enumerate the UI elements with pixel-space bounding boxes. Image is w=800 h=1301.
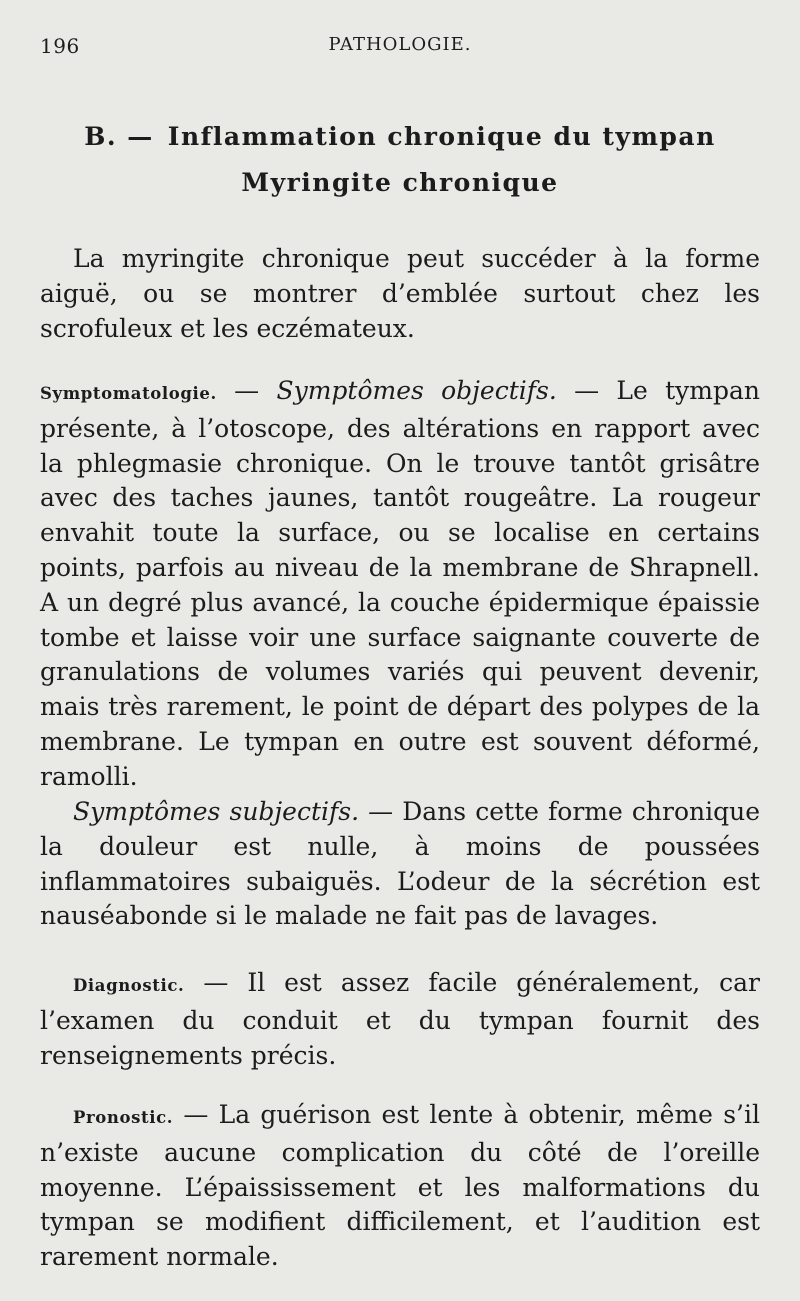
subjective-symptoms-text: — Dans cette forme chronique la douleur est nulle, à moins de poussées inflammatoires subaiguës. L’odeur de la sécrétion est nauséabonde si le malade ne fait pas de lavages. (40, 797, 760, 931)
symptomatology-dash: — (216, 376, 277, 405)
running-head (40, 34, 760, 64)
prognosis-label: Pronostic. (73, 1108, 174, 1127)
section-letter: B. — (84, 122, 154, 151)
prognosis-text: — La guérison est lente à obtenir, même s’il n’existe aucune complication du côté de l’oreille moyenne. L’épaississement et les malformations du tympan se modifient difficilement, et l’audition est rarement normale. (40, 1100, 760, 1272)
symptomatology-label: Symptomatologie. (40, 384, 217, 403)
section-subtitle: Myringite chronique (241, 168, 559, 197)
intro-paragraph: La myringite chronique peut succéder à la forme aiguë, ou se montrer d’emblée surtout chez les scrofuleux et les eczémateux. (40, 244, 760, 343)
subjective-paragraph (40, 795, 760, 934)
diagnosis-paragraph (40, 966, 760, 1073)
running-title: PATHOLOGIE. (328, 34, 472, 55)
symptomatology-paragraph (40, 374, 760, 795)
section-heading (0, 122, 800, 151)
prognosis-paragraph (40, 1098, 760, 1275)
diagnosis-text: — Il est assez facile généralement, car l’examen du conduit et du tympan fournit des renseignements précis. (40, 968, 760, 1070)
page-number: 196 (40, 34, 80, 58)
subjective-symptoms-subhead: Symptômes subjectifs. (73, 797, 360, 826)
diagnosis-label: Diagnostic. (73, 976, 185, 995)
objective-symptoms-text: — Le tympan présente, à l’otoscope, des altérations en rapport avec la phlegmasie chronique. On le trouve tantôt grisâtre avec des taches jaunes, tantôt rougeâtre. La rougeur envahit toute la surface, ou se localise en certains points, parfois au niveau de la membrane de Shrapnell. A un degré plus avancé, la couche épidermique épaissie tombe et laisse voir une surface saignante couverte de granulations de volumes variés qui peuvent devenir, mais très rarement, le point de départ des polypes de la membrane. Le tympan en outre est souvent déformé, ramolli. (40, 376, 760, 791)
section-title: Inflammation chronique du tympan (167, 122, 716, 151)
objective-symptoms-subhead: Symptômes objectifs. (276, 376, 557, 405)
